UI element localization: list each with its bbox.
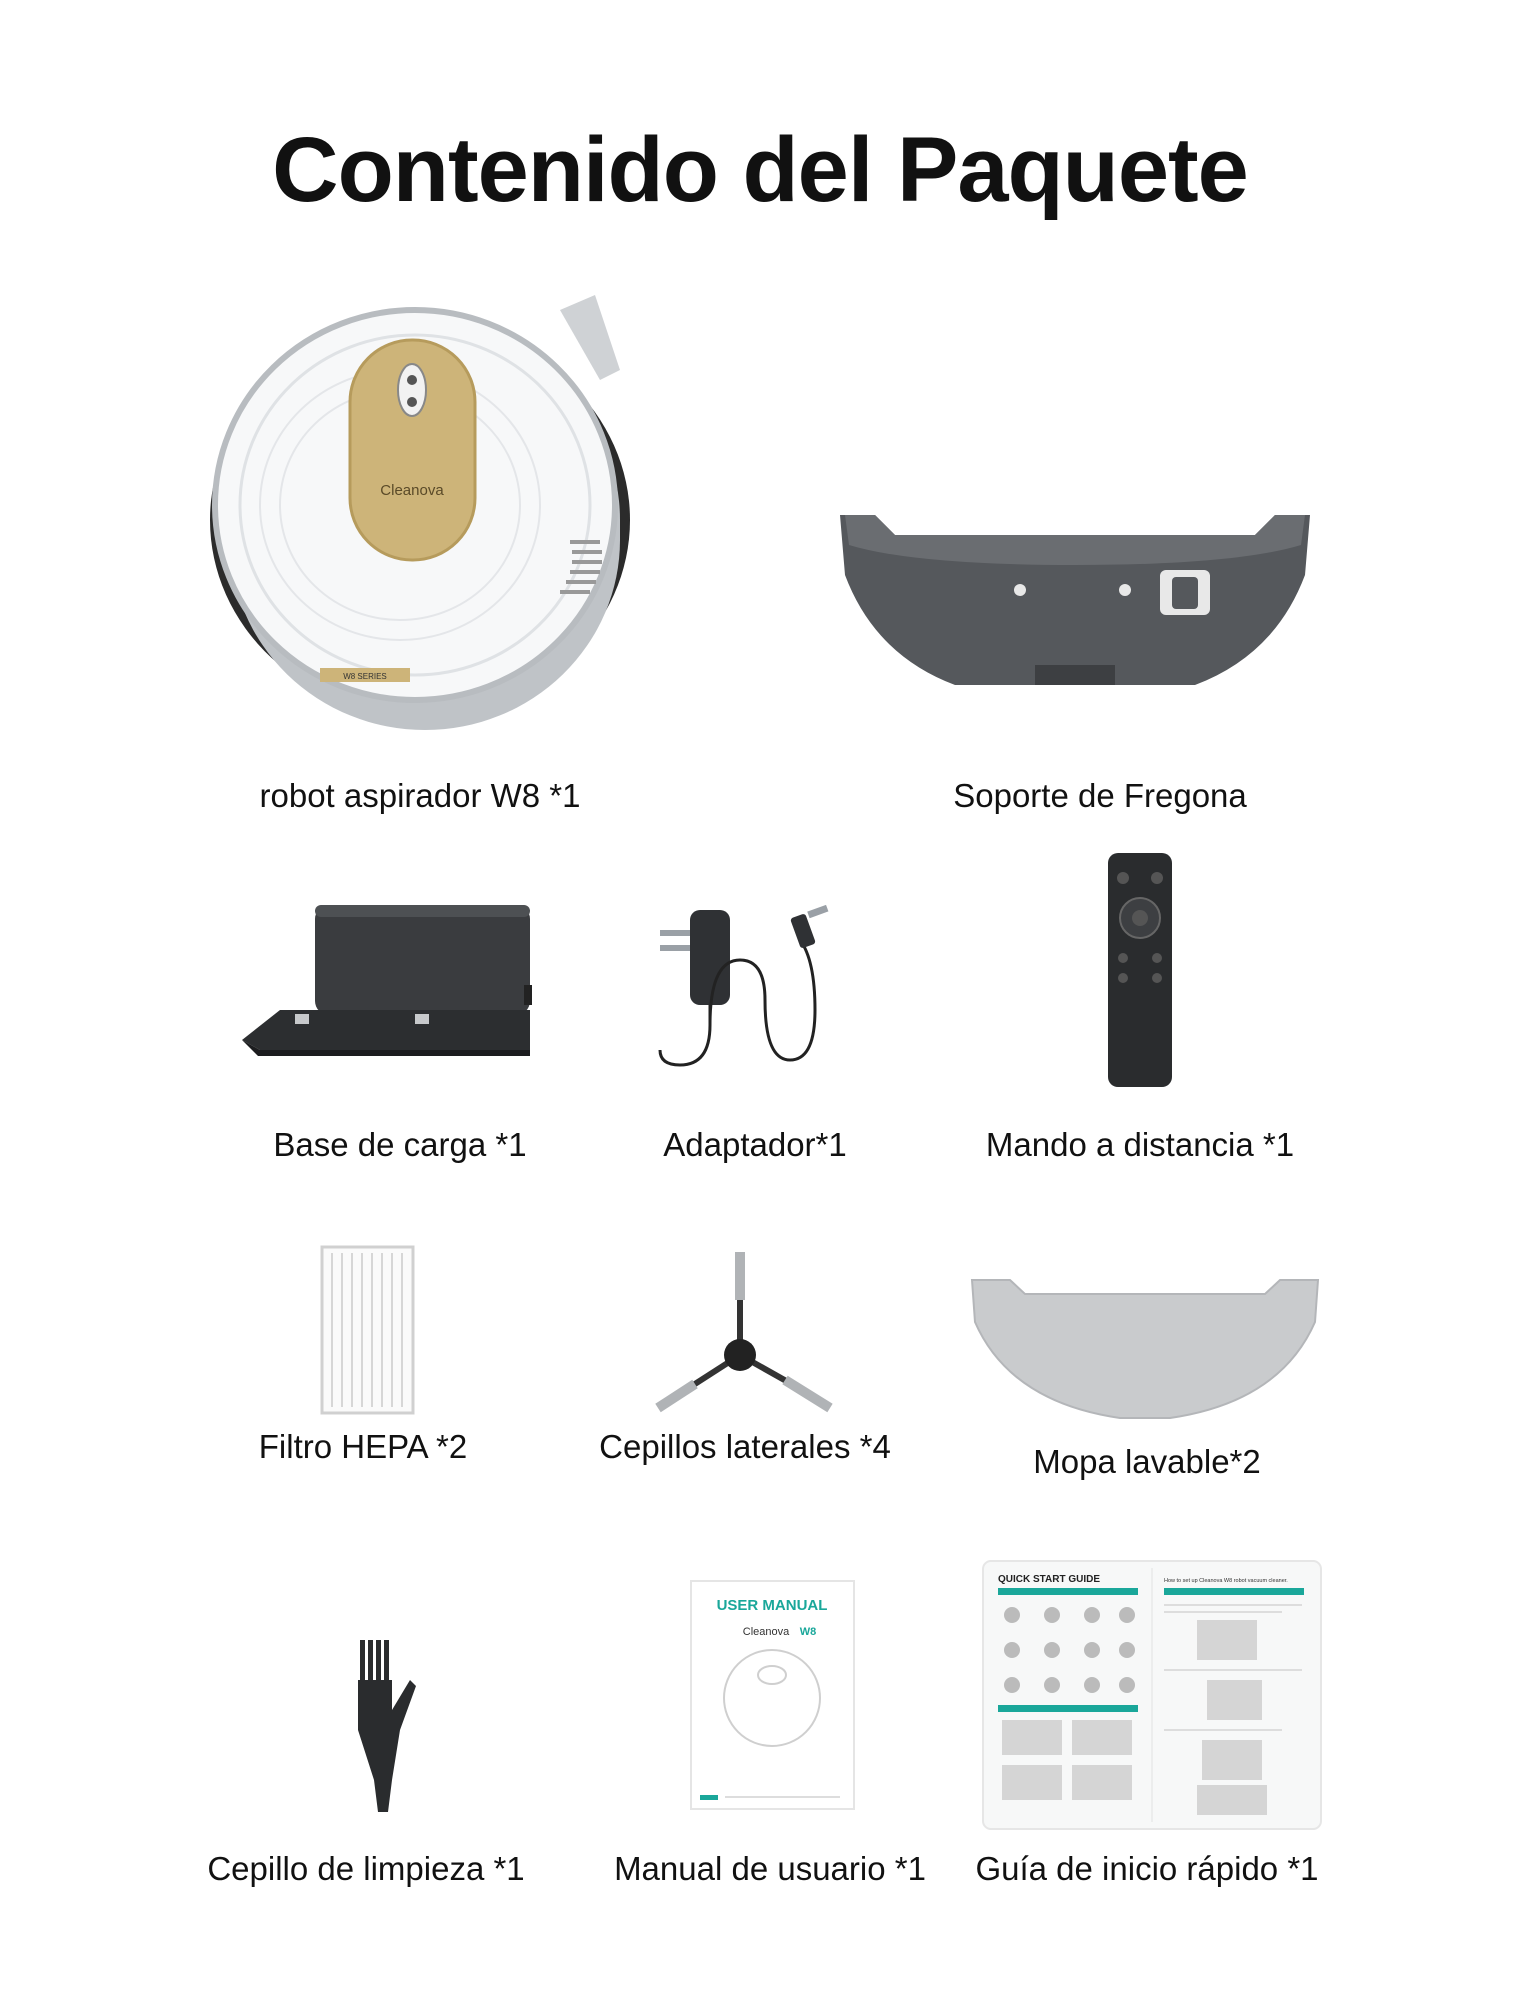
washable-mop-icon [970, 1272, 1320, 1422]
guide-right-heading-text: How to set up Cleanova W8 robot vacuum cleaner. [1164, 1578, 1288, 1584]
power-adapter-label: Adaptador*1 [663, 1126, 847, 1163]
page-title: Contenido del Paquete [272, 119, 1248, 221]
side-brush-icon [650, 1250, 840, 1420]
side-brush-label: Cepillos laterales *4 [599, 1428, 891, 1465]
charging-base-icon [240, 900, 540, 1060]
remote-control-icon [1105, 850, 1175, 1090]
robot-series-text: W8 SERIES [343, 672, 387, 681]
washable-mop-label: Mopa lavable*2 [1033, 1443, 1261, 1480]
quick-start-guide-icon [982, 1560, 1322, 1830]
user-manual-label: Manual de usuario *1 [614, 1850, 926, 1887]
cleaning-brush-label: Cepillo de limpieza *1 [207, 1850, 525, 1887]
power-adapter-icon [640, 900, 850, 1075]
quick-start-guide-label: Guía de inicio rápido *1 [975, 1850, 1319, 1887]
robot-brand-text: Cleanova [380, 482, 444, 499]
mop-holder-icon [835, 505, 1315, 705]
robot-vacuum-icon [200, 290, 650, 730]
robot-vacuum-label: robot aspirador W8 *1 [259, 777, 581, 814]
manual-model-text: W8 [799, 1626, 817, 1638]
mop-holder-label: Soporte de Fregona [953, 777, 1247, 814]
manual-brand-text: Cleanova [742, 1626, 790, 1638]
guide-title-text: QUICK START GUIDE [998, 1574, 1101, 1585]
remote-control-label: Mando a distancia *1 [985, 1126, 1295, 1163]
manual-title-text: USER MANUAL [716, 1597, 828, 1614]
cleaning-brush-icon [350, 1640, 420, 1815]
hepa-filter-label: Filtro HEPA *2 [258, 1428, 468, 1465]
user-manual-icon [690, 1580, 855, 1810]
charging-base-label: Base de carga *1 [273, 1126, 527, 1163]
hepa-filter-icon [320, 1245, 415, 1415]
